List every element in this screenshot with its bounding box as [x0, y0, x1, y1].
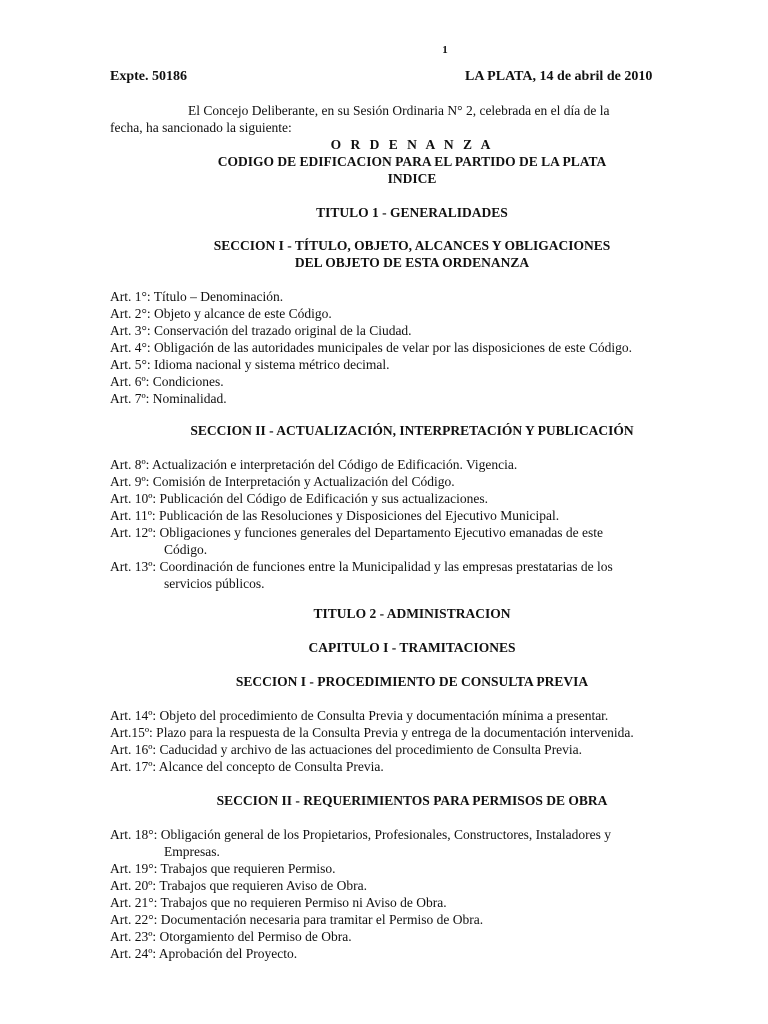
code-title: CODIGO DE EDIFICACION PARA EL PARTIDO DE LA PLATA	[217, 154, 607, 169]
seccion-2b-heading: SECCION II - REQUERIMIENTOS PARA PERMISOS DE OBRA	[216, 793, 608, 808]
list-item	[110, 826, 730, 860]
article-text: Art. 20º: Trabajos que requieren Aviso de Obra.	[110, 878, 368, 893]
article-text: Art. 9º: Comisión de Interpretación y Actualización del Código.	[110, 474, 455, 489]
list-item	[110, 507, 730, 524]
seccion-2-heading: SECCION II - ACTUALIZACIÓN, INTERPRETACIÓN Y PUBLICACIÓN	[190, 423, 634, 438]
titulo-2-heading: TITULO 2 - ADMINISTRACION	[313, 606, 511, 621]
page-number: 1	[442, 44, 448, 56]
list-item	[110, 524, 730, 558]
article-continuation: Código.	[164, 542, 208, 557]
article-continuation: Empresas.	[164, 844, 220, 859]
seccion-2-article-list	[110, 456, 730, 592]
intro-paragraph	[110, 102, 714, 136]
article-text: Art. 23º: Otorgamiento del Permiso de Obra.	[110, 929, 352, 944]
seccion-1-heading-line-2: DEL OBJETO DE ESTA ORDENANZA	[294, 255, 530, 270]
list-item: Art.15º: Plazo para la respuesta de la Consulta Previa y entrega de la documentación intervenida.	[110, 725, 634, 740]
article-text: Art. 19°: Trabajos que requieren Permiso.	[110, 861, 336, 876]
article-text: Art. 21°: Trabajos que no requieren Permiso ni Aviso de Obra.	[110, 895, 447, 910]
indice-heading: INDICE	[387, 171, 437, 186]
article-text: Art. 10º: Publicación del Código de Edificación y sus actualizaciones.	[110, 491, 488, 506]
article-text: Art. 8º: Actualización e interpretación del Código de Edificación. Vigencia.	[110, 457, 518, 472]
capitulo-1-heading: CAPITULO I - TRAMITACIONES	[308, 640, 516, 655]
list-item: Art. 2°: Objeto y alcance de este Código.	[110, 306, 332, 321]
list-item: Art. 6º: Condiciones.	[110, 374, 224, 389]
titulo-1-heading: TITULO 1 - GENERALIDADES	[316, 205, 508, 220]
article-text: Art. 24º: Aprobación del Proyecto.	[110, 946, 298, 961]
article-text: Art. 22°: Documentación necesaria para tramitar el Permiso de Obra.	[110, 912, 484, 927]
intro-line-2: fecha, ha sancionado la siguiente:	[110, 120, 292, 135]
list-item	[110, 928, 730, 945]
list-item	[110, 945, 730, 962]
seccion-1-article-list	[110, 288, 730, 407]
intro-line-1: El Concejo Deliberante, en su Sesión Ordinaria N° 2, celebrada en el día de la	[188, 103, 610, 118]
ordenanza-heading: O R D E N A N Z A	[330, 137, 494, 152]
place-date: LA PLATA, 14 de abril de 2010	[465, 69, 653, 84]
article-continuation: servicios públicos.	[164, 576, 265, 591]
list-item: Art. 1°: Título – Denominación.	[110, 289, 284, 304]
list-item: Art. 16º: Caducidad y archivo de las actuaciones del procedimiento de Consulta Previa.	[110, 742, 583, 757]
list-item	[110, 473, 730, 490]
list-item	[110, 860, 730, 877]
seccion-1-heading-line-1: SECCION I - TÍTULO, OBJETO, ALCANCES Y OBLIGACIONES	[213, 238, 611, 253]
list-item: Art. 7º: Nominalidad.	[110, 391, 227, 406]
article-text: Art. 18°: Obligación general de los Propietarios, Profesionales, Constructores, Instaladores y	[110, 827, 612, 842]
list-item: Art. 14º: Objeto del procedimiento de Consulta Previa y documentación mínima a presentar.	[110, 708, 609, 723]
list-item	[110, 894, 730, 911]
seccion-1b-article-list	[110, 707, 730, 775]
article-text: Art. 13º: Coordinación de funciones entre la Municipalidad y las empresas prestatarias de los	[110, 559, 613, 574]
seccion-1b-heading: SECCION I - PROCEDIMIENTO DE CONSULTA PREVIA	[235, 674, 589, 689]
article-text: Art. 12º: Obligaciones y funciones generales del Departamento Ejecutivo emanadas de este	[110, 525, 604, 540]
list-item: Art. 5°: Idioma nacional y sistema métrico decimal.	[110, 357, 390, 372]
list-item	[110, 558, 730, 592]
list-item: Art. 4°: Obligación de las autoridades municipales de velar por las disposiciones de este Código.	[110, 340, 633, 355]
seccion-2b-article-list	[110, 826, 730, 962]
expediente-number: Expte. 50186	[110, 69, 187, 84]
list-item	[110, 877, 730, 894]
list-item: Art. 17º: Alcance del concepto de Consulta Previa.	[110, 759, 384, 774]
list-item	[110, 911, 730, 928]
list-item: Art. 3°: Conservación del trazado original de la Ciudad.	[110, 323, 412, 338]
article-text: Art. 11º: Publicación de las Resoluciones y Disposiciones del Ejecutivo Municipal.	[110, 508, 560, 523]
list-item	[110, 456, 730, 473]
list-item	[110, 490, 730, 507]
